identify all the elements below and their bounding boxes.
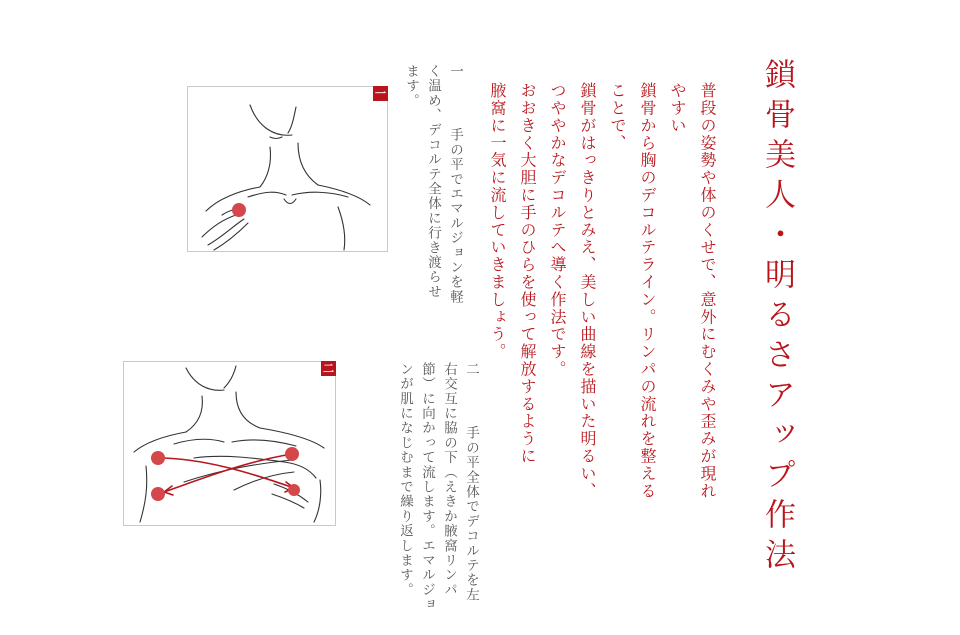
shoulder-left xyxy=(134,432,186,452)
neck-left xyxy=(260,147,271,187)
touch-point-upper-right xyxy=(285,447,299,461)
intro-line: 鎖骨から胸のデコルテライン。リンパの流れを整えることで、 xyxy=(608,82,657,500)
jaw-right xyxy=(288,107,296,133)
touch-point-lower-left xyxy=(151,487,165,501)
step-2-text xyxy=(394,362,482,612)
clavicle-right xyxy=(292,192,348,197)
neck-left xyxy=(186,396,202,432)
intro-text xyxy=(482,82,722,502)
jaw-line xyxy=(250,105,292,135)
step-2-spacer xyxy=(463,394,479,409)
finger-2 xyxy=(214,223,248,250)
shoulder-right xyxy=(318,185,370,205)
step-2-description: 手の平全体でデコルテを左右交互に脇の下（えきか腋窩リンパ節）に向かって流します。エマルジョンが肌になじむまで繰り返します。 xyxy=(397,362,479,612)
step-1-text xyxy=(400,64,466,309)
torso-left xyxy=(140,466,147,522)
chin xyxy=(270,137,282,139)
clavicle-left xyxy=(248,192,286,197)
step-1-description: 手の平でエマルジョンを軽く温め、デコルテ全体に行き渡らせます。 xyxy=(403,64,463,305)
intro-line: おおきく大胆に手のひらを使って解放するように xyxy=(518,82,537,465)
torso-right xyxy=(314,480,321,522)
touch-point-lower-right xyxy=(288,484,300,496)
step-2-drawing xyxy=(124,362,335,525)
clavicle-right xyxy=(232,440,296,446)
step-1-drawing xyxy=(188,87,387,251)
neck-right xyxy=(298,143,318,185)
hand-edge xyxy=(202,215,236,237)
arm-right xyxy=(338,207,345,250)
intro-line: 鎖骨がはっきりとみえ、美しい曲線を描いた明るい、 xyxy=(578,82,597,500)
clavicle-left xyxy=(174,439,224,444)
step-2-number: 二 xyxy=(463,362,479,377)
step-1-badge: 一 xyxy=(375,87,386,100)
touch-point-upper-left xyxy=(151,451,165,465)
page-title: 鎖骨美人・明るさアップ作法 xyxy=(759,58,795,578)
jaw-line xyxy=(186,368,224,390)
step-2-badge: 二 xyxy=(323,362,334,375)
intro-line: 腋窩に一気に流していきましょう。 xyxy=(488,82,507,361)
step-1-illustration xyxy=(187,86,388,252)
step-2-illustration xyxy=(123,361,336,526)
sternum xyxy=(284,199,296,204)
intro-line: 普段の姿勢や体のくせで、意外にむくみや歪みが現れやすい xyxy=(668,82,717,500)
forearm xyxy=(234,472,294,490)
intro-line: つややかなデコルテへ導く作法です。 xyxy=(548,82,567,378)
step-1-number: 一 xyxy=(447,64,463,79)
neck-right xyxy=(236,392,260,428)
touch-point xyxy=(232,203,246,217)
jaw-right xyxy=(224,366,236,388)
step-1-spacer xyxy=(447,96,463,111)
